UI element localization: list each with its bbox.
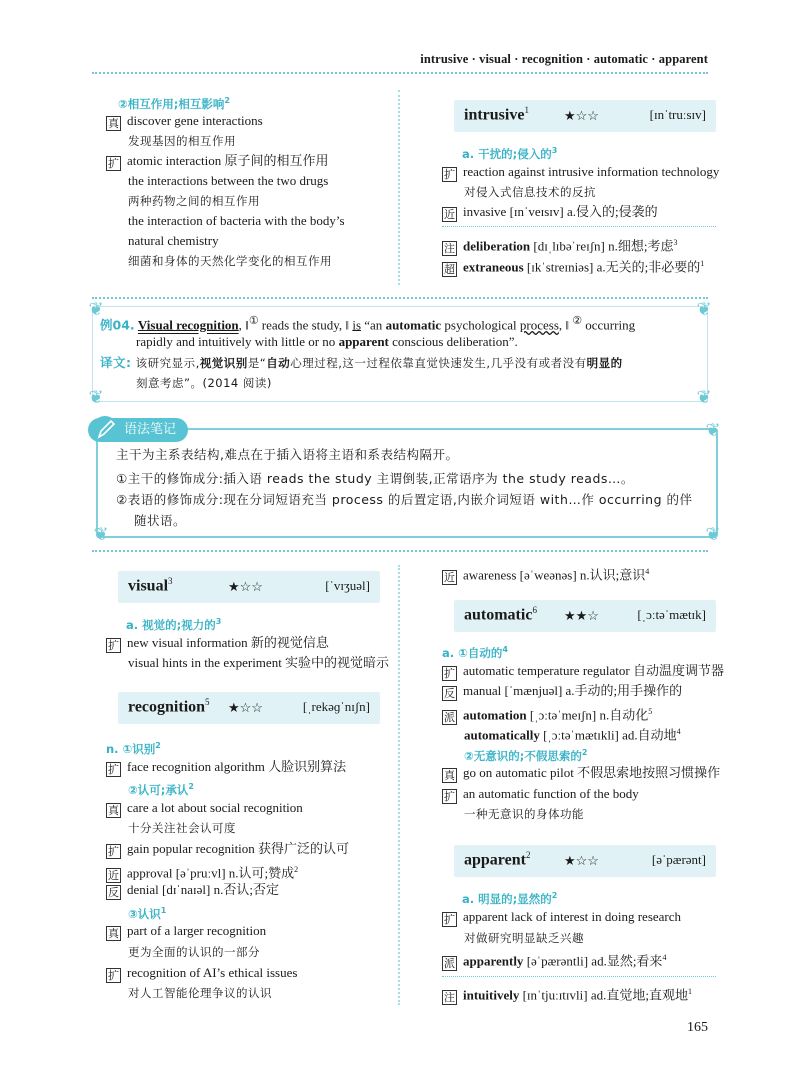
- phonetic: [ɪnˈtruːsɪv]: [649, 107, 706, 122]
- headword-derived: deliberation: [463, 238, 531, 254]
- tag-icon: 扩: [108, 845, 119, 858]
- sense-label: a. 视觉的;视力的$^3$: [126, 617, 222, 632]
- entry-line: [128, 172, 328, 190]
- frequency-sup: 2: [525, 850, 531, 860]
- entry-line-tagged: [106, 964, 297, 983]
- entry-line-tagged: [442, 949, 666, 971]
- line-text: 更为全面的认识的一部分: [128, 945, 260, 959]
- note-divider: [442, 226, 716, 227]
- entry-line-tagged: [442, 908, 681, 927]
- headword-box: [118, 692, 380, 724]
- entry-line: [128, 132, 236, 150]
- sense-text: ③认识: [128, 906, 161, 921]
- frequency-sup: 2: [581, 747, 588, 757]
- frequency-sup: 1: [700, 259, 705, 268]
- entry-line-tagged: [442, 703, 652, 725]
- entry-line: [128, 232, 219, 250]
- phonetic: [ˈvɪʒuəl]: [325, 578, 370, 593]
- grammar-note-title: 语法笔记: [88, 418, 188, 442]
- frequency-sup: 5: [648, 706, 653, 716]
- headword: apparent$^2$: [464, 850, 531, 869]
- entry-line-tagged: [106, 881, 279, 900]
- section-divider: [92, 550, 708, 552]
- tag-icon: 真: [108, 803, 119, 817]
- sense-label: [128, 902, 166, 923]
- headword-derived: extraneous: [463, 259, 524, 275]
- frequency-sup: 2: [155, 741, 161, 750]
- frequency-sup: 4: [676, 727, 681, 736]
- entry-line-tagged: [442, 785, 639, 804]
- column-divider-bottom: [398, 565, 404, 1005]
- example-divider-top: [92, 297, 708, 299]
- frequency-sup: 4: [502, 645, 508, 654]
- sense-text: n. ①识别: [106, 741, 156, 756]
- tag-icon: 派: [444, 957, 455, 971]
- line-text: awareness [əˈweənəs] n.认识;意识: [463, 567, 646, 583]
- phonetic: [əˈpærənt]: [651, 852, 706, 867]
- sense-text: ②认可;承认: [128, 783, 189, 798]
- entry-line-tagged: [442, 255, 704, 277]
- tag-icon: 扩: [444, 168, 455, 181]
- sense-label: a. 干扰的;侵入的$^3$: [462, 146, 558, 161]
- line-text: care a lot about social recognition: [127, 799, 303, 815]
- tag-icon: 扩: [108, 157, 119, 170]
- line-text: reaction against intrusive information technology: [463, 164, 720, 179]
- entry-line-tagged: [106, 758, 346, 777]
- line-text: apparent lack of interest in doing research: [463, 909, 682, 924]
- line-text: approval [əˈpruːvl] n.认可;赞成: [127, 864, 295, 880]
- headword-box: [454, 600, 716, 632]
- headword-box: [454, 100, 716, 132]
- star-rating: ★☆☆: [228, 700, 263, 715]
- ornament-icon: ❦: [88, 299, 104, 320]
- line-text: manual [ˈmænjuəl] a.手动的;用手操作的: [463, 683, 683, 698]
- entry-line: [464, 723, 681, 744]
- line-text: new visual information 新的视觉信息: [127, 635, 329, 650]
- line-text: the interactions between the two drugs: [128, 173, 329, 188]
- tag-icon: 近: [444, 571, 455, 585]
- line-text: [ɪkˈstreɪniəs] a.无关的;非必要的: [523, 259, 701, 275]
- column-divider-top: [398, 90, 404, 285]
- example-translation-line1: 译文: 该研究显示,视觉识别是“自动心理过程,这一过程依靠直觉快速发生,几乎没有或者没有明显的: [100, 355, 623, 370]
- phonetic: [ˌrekəɡˈnɪʃn]: [302, 699, 370, 714]
- line-text: 对人工智能伦理争议的认识: [128, 986, 272, 1001]
- entry-line: [464, 929, 584, 947]
- frequency-sup: 2: [188, 782, 194, 792]
- entry-line-tagged: [106, 840, 349, 859]
- headword-box: [454, 845, 716, 877]
- tag-icon: 真: [444, 769, 455, 782]
- pen-icon: [92, 414, 120, 444]
- line-text: [dɪˌlɪbəˈreɪʃn] n.细想;考虑: [530, 238, 674, 254]
- star-rating: ★☆☆: [228, 579, 263, 594]
- tag-icon: 超: [444, 263, 455, 277]
- entry-line-tagged: [442, 163, 719, 182]
- entry-line: [128, 192, 260, 210]
- line-text: 细菌和身体的天然化学变化的相互作用: [128, 254, 332, 268]
- sense-text: ②无意识的;不假思索的: [464, 748, 582, 763]
- line-text: atomic interaction 原子间的相互作用: [127, 153, 329, 168]
- entry-line: [128, 984, 272, 1002]
- line-text: gain popular recognition 获得广泛的认可: [127, 841, 350, 856]
- frequency-sup: 3: [168, 576, 173, 586]
- tag-icon: 扩: [108, 968, 119, 982]
- entry-line: [128, 212, 345, 230]
- headword: intrusive$^1$: [464, 105, 529, 124]
- grammar-line: 主干为主系表结构,难点在于插入语将主语和系表结构隔开。: [116, 447, 459, 462]
- star-rating: ★☆☆: [564, 108, 599, 123]
- entry-line: [128, 943, 260, 961]
- example-translation-line2: 刻意考虑”。(2014 阅读): [136, 376, 272, 390]
- line-text: 对侵入式信息技术的反抗: [464, 185, 596, 199]
- line-text: [ˌɔːtəˈmeɪʃn] n.自动化: [526, 706, 649, 722]
- sense-label: [464, 744, 587, 765]
- headword-box: [118, 571, 380, 603]
- tag-icon: 扩: [444, 666, 455, 680]
- sense-label: [106, 737, 161, 758]
- ornament-icon: ❦: [696, 299, 712, 320]
- entry-line-tagged: 近 awareness [əˈweənəs] n.认识;意识$^4$: [444, 567, 650, 585]
- line-text: invasive [ɪnˈveɪsɪv] a.侵入的;侵袭的: [463, 204, 658, 219]
- headword-derived: apparently: [463, 953, 524, 969]
- frequency-sup: 2: [294, 864, 299, 874]
- entry-line-tagged: [106, 799, 303, 818]
- ornament-icon: ❦: [696, 387, 712, 408]
- frequency-sup: 4: [662, 953, 667, 962]
- tag-icon: 注: [444, 242, 455, 256]
- line-text: an automatic function of the body: [463, 785, 639, 801]
- line-text: 发现基因的相互作用: [128, 134, 236, 148]
- tag-icon: 扩: [108, 762, 119, 776]
- entry-line-tagged: [442, 203, 658, 222]
- tag-icon: 反: [444, 687, 455, 700]
- example-sentence-line1: 例04. Visual recognition, ‖① reads the study, ‖ is “an automatic psychological process, ‖ ② occurring: [100, 315, 636, 333]
- frequency-sup: 1: [524, 105, 529, 115]
- tag-icon: 扩: [444, 913, 455, 926]
- entry-line-tagged: [106, 922, 266, 941]
- line-text: 两种药物之间的相互作用: [128, 194, 260, 208]
- ornament-icon: ❦: [93, 524, 109, 545]
- sense-label: [442, 641, 508, 662]
- frequency-sup: 3: [673, 238, 678, 247]
- line-text: go on automatic pilot 不假思索地按照习惯操作: [463, 765, 721, 780]
- entry-line-tagged: [106, 861, 298, 883]
- sense-label: ②相互作用;相互影响$^2$: [118, 96, 230, 111]
- line-text: 对做研究明显缺乏兴趣: [464, 930, 584, 945]
- entry-line-tagged: [442, 682, 682, 701]
- ornament-icon: ❦: [705, 524, 721, 545]
- entry-line: [128, 252, 332, 270]
- tag-icon: 近: [444, 208, 455, 221]
- frequency-sup: 1: [160, 905, 167, 915]
- headword-derived: automation: [463, 706, 527, 722]
- tag-icon: 近: [108, 868, 119, 882]
- grammar-line: ②表语的修饰成分:现在分词短语充当 process 的后置定语,内嵌介词短语 with…作 occurring 的伴: [116, 492, 693, 507]
- frequency-sup: 3: [215, 617, 222, 626]
- frequency-sup: 3: [551, 146, 558, 155]
- entry-line-tagged: 注 intuitively [ɪnˈtjuːɪtɪvli] ad.直觉地;直观地$^1$: [444, 987, 692, 1005]
- tag-icon: 注: [444, 991, 455, 1005]
- tag-icon: 扩: [108, 639, 119, 652]
- ornament-icon: ❦: [705, 420, 721, 441]
- sense-text: a. ①自动的: [442, 645, 503, 660]
- frequency-sup: 6: [532, 605, 537, 615]
- page-number: 165: [687, 1020, 708, 1035]
- line-text: the interaction of bacteria with the body’s: [128, 213, 345, 228]
- running-header: intrusive · visual · recognition · automatic · apparent: [420, 52, 708, 66]
- entry-line-tagged: [442, 234, 678, 256]
- headword-derived: automatically: [464, 727, 540, 743]
- ornament-icon: ❦: [88, 387, 104, 408]
- headword: recognition$^5$: [128, 697, 210, 716]
- line-text: natural chemistry: [128, 233, 219, 248]
- star-rating: ★☆☆: [564, 853, 599, 868]
- entry-line-tagged: [442, 764, 720, 783]
- line-text: visual hints in the experiment 实验中的视觉暗示: [128, 655, 390, 670]
- tag-icon: 真: [108, 117, 119, 130]
- example-sentence-line2: rapidly and intuitively with little or no apparent conscious deliberation”.: [136, 334, 518, 349]
- line-text: [əˈpærəntli] ad.显然;看来: [523, 953, 663, 969]
- sense-label: a. 明显的;显然的$^2$: [462, 891, 558, 906]
- headword: visual$^3$: [128, 576, 173, 595]
- tag-icon: 派: [444, 710, 455, 724]
- grammar-line: 随状语。: [134, 513, 187, 528]
- tag-icon: 真: [108, 927, 119, 941]
- line-text: face recognition algorithm 人脸识别算法: [127, 758, 347, 774]
- headword: automatic$^6$: [464, 605, 537, 624]
- frequency-sup: 2: [551, 891, 558, 900]
- headword-derived: intuitively: [463, 987, 520, 1003]
- grammar-line: ①主干的修饰成分:插入语 reads the study 主谓倒装,正常语序为 the study reads…。: [116, 471, 634, 486]
- note-divider: [442, 976, 716, 977]
- tag-icon: 扩: [444, 789, 455, 803]
- header-divider: [92, 72, 708, 74]
- line-text: [ɪnˈtjuːɪtɪvli] ad.直觉地;直观地: [519, 987, 688, 1003]
- entry-line: [464, 183, 596, 201]
- line-text: 一种无意识的身体功能: [464, 807, 584, 821]
- frequency-sup: 5: [205, 697, 210, 707]
- sense-label: [128, 778, 194, 799]
- line-text: recognition of AI’s ethical issues: [127, 964, 298, 980]
- entry-line-tagged: [106, 152, 328, 171]
- star-rating: ★★☆: [564, 608, 599, 623]
- entry-line-tagged: [442, 662, 724, 681]
- line-text: part of a larger recognition: [127, 923, 267, 939]
- line-text: 十分关注社会认可度: [128, 821, 236, 836]
- entry-line-tagged: [106, 112, 263, 131]
- entry-line: [464, 805, 584, 823]
- line-text: [ˌɔːtəˈmætɪkli] ad.自动地: [539, 727, 677, 743]
- line-text: discover gene interactions: [127, 113, 263, 128]
- entry-line-tagged: [106, 634, 329, 653]
- line-text: denial [dɪˈnaɪəl] n.否认;否定: [127, 882, 279, 898]
- entry-line: [128, 819, 236, 837]
- line-text: automatic temperature regulator 自动温度调节器: [463, 662, 725, 678]
- tag-icon: 反: [108, 886, 119, 900]
- phonetic: [ˌɔːtəˈmætɪk]: [637, 607, 706, 622]
- entry-line: [128, 654, 389, 672]
